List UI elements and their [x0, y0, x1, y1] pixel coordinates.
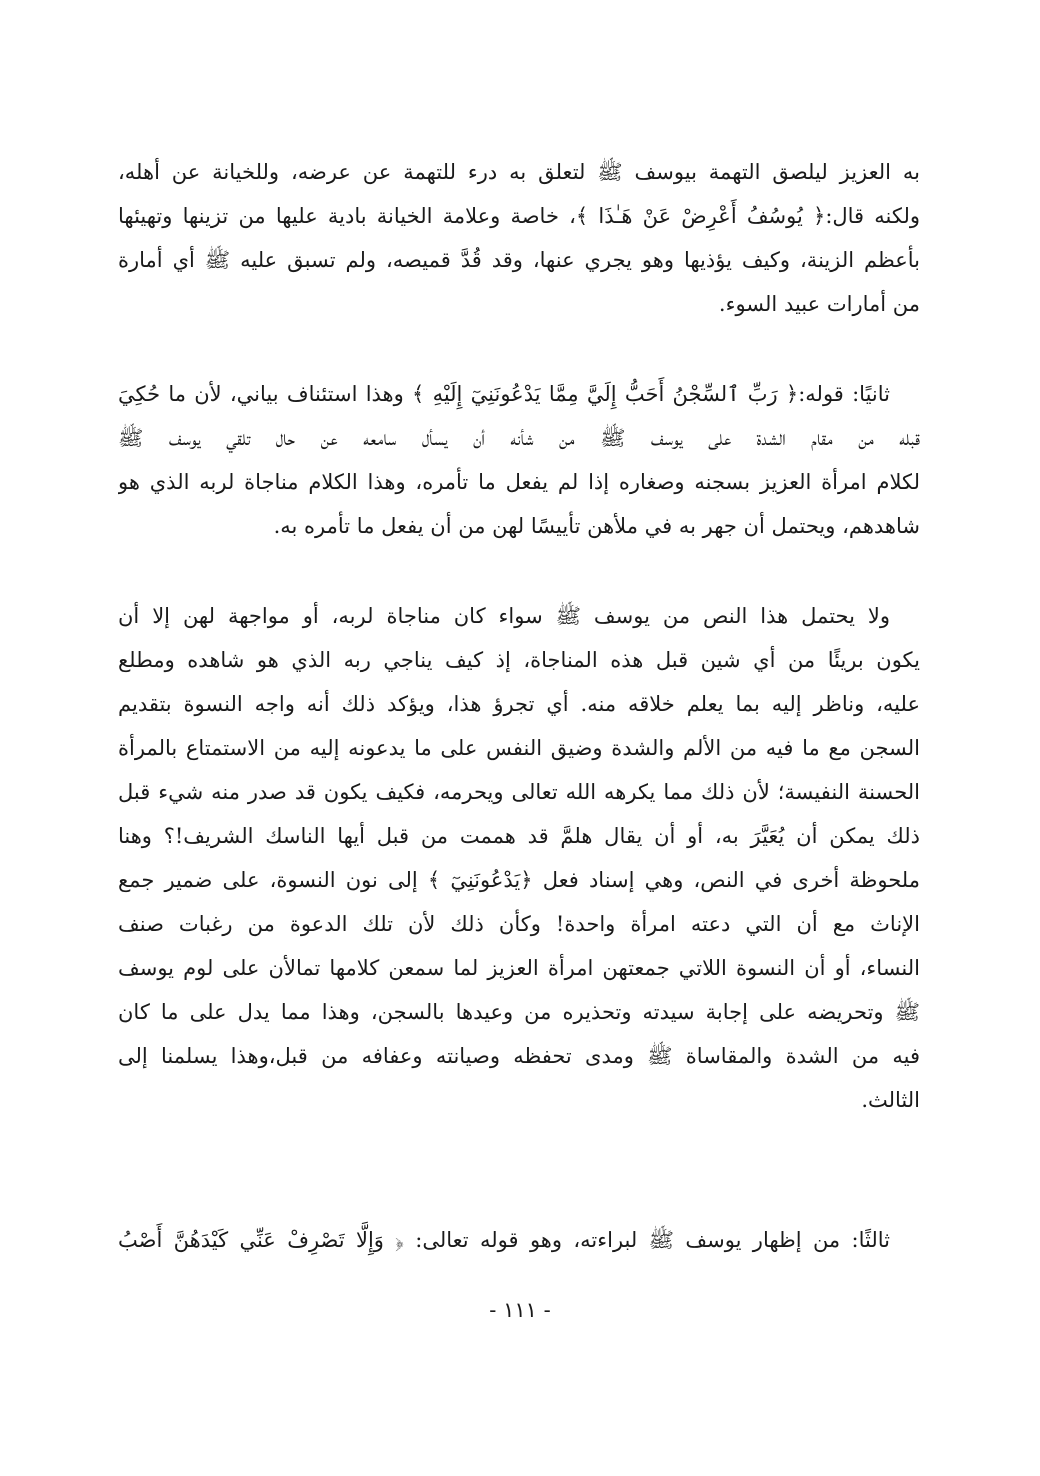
text-line: الحسنة النفيسة؛ لأن ذلك مما يكرهه الله تعالى ويحرمه، فكيف يكون قد صدر منه شيء قبل — [118, 780, 920, 804]
text-line: يكون بريئًا من أي شين قبل هذه المناجاة، إذ كيف يناجي ربه الذي هو شاهده ومطلع — [118, 648, 920, 672]
text-line: ﷺ وتحريضه على إجابة سيدته وتحذيره من وعيدها بالسجن، وهذا مما يدل على ما كان — [118, 1000, 920, 1024]
text-line: الإناث مع أن التي دعته امرأة واحدة! وكأن ذلك لأن تلك الدعوة من رغبات صنف — [118, 912, 920, 936]
text-line: الثالث. — [861, 1088, 920, 1112]
text-line: ملحوظة أخرى في النص، وهي إسناد فعل ﴿يَدْعُونَنِيٓ ﴾ إلى نون النسوة، على ضمير جمع — [118, 868, 920, 892]
page-number: - ١١١ - — [489, 1298, 551, 1322]
text-line: ثانيًا: قوله:﴿ رَبِّ ٱلسِّجْنُ أَحَبُّ إِلَيَّ مِمَّا يَدْعُونَنِيٓ إِلَيْهِ ﴾ وهذا استئناف بياني، لأن ما حُكِيَ — [118, 382, 890, 406]
paragraph-3 — [118, 594, 920, 1122]
text-line: ذلك يمكن أن يُعَيَّرَ به، أو أن يقال هلمَّ قد هممت من قبل أيها الناسك الشريف!؟ وهنا — [118, 824, 920, 848]
text-line: من أمارات عبيد السوء. — [718, 292, 920, 316]
text-line: فيه من الشدة والمقاساة ﷺ ومدى تحفظه وصيانته وعفافه من قبل،وهذا يسلمنا إلى — [118, 1044, 920, 1068]
text-line: السجن مع ما فيه من الألم والشدة وضيق النفس على ما يدعونه إليه من الاستمتاع بالمرأة — [118, 736, 920, 760]
text-line: قبله من مقام الشدة على يوسف ﷺ من شأنه أن يسأل سامعه عن حال تلقي يوسف ﷺ — [118, 426, 920, 450]
text-line: لكلام امرأة العزيز بسجنه وصغاره إذا لم يفعل ما تأمره، وهذا الكلام مناجاة لربه الذي هو — [118, 470, 920, 494]
text-line: بأعظم الزينة، وكيف يؤذيها وهو يجري عنها، وقد قُدَّ قميصه، ولم تسبق عليه ﷺ أي أمارة — [118, 248, 920, 272]
paragraph-1 — [118, 150, 920, 326]
text-line: شاهدهم، ويحتمل أن جهر به في ملأهن تأييسًا لهن من أن يفعل ما تأمره به. — [273, 514, 920, 538]
paragraph-4 — [118, 1218, 920, 1262]
text-line: النساء، أو أن النسوة اللاتي جمعتهن امرأة العزيز لما سمعن كلامها تمالأن على لوم يوسف — [118, 956, 920, 980]
text-line: ولكنه قال:﴿ يُوسُفُ أَعْرِضْ عَنْ هَـٰذَا ﴾، خاصة وعلامة الخيانة بادية عليها من تزينها وتهيئها — [118, 204, 920, 228]
paragraph-2 — [118, 372, 920, 548]
text-line: عليه، وناظر إليه بما يعلم خلاقه منه. أي تجرؤ هذا، ويؤكد ذلك أنه واجه النسوة بتقديم — [118, 692, 920, 716]
text-line: ولا يحتمل هذا النص من يوسف ﷺ سواء كان مناجاة لربه، أو مواجهة لهن إلا أن — [118, 604, 890, 628]
text-line: به العزيز ليلصق التهمة بيوسف ﷺ لتعلق به درء للتهمة عن عرضه، وللخيانة عن أهله، — [118, 160, 920, 184]
text-line: ثالثًا: من إظهار يوسف ﷺ لبراءته، وهو قوله تعالى: ﴿ وَإِلَّا تَصْرِفْ عَنِّي كَيْدَهُنَّ أَصْبُ — [118, 1228, 890, 1252]
